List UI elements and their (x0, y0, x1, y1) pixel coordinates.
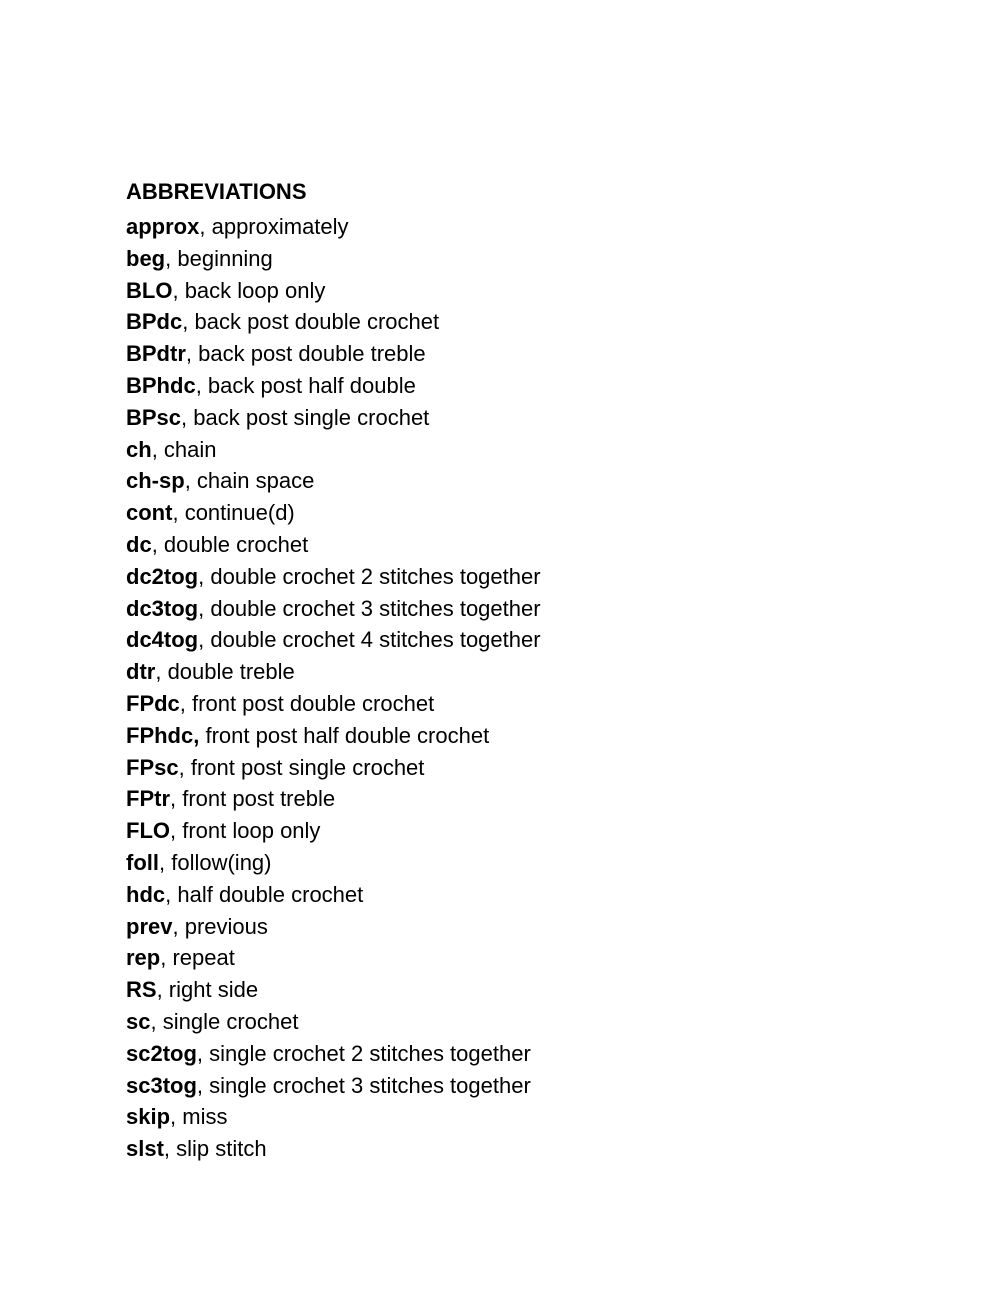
abbreviation-meaning: back loop only (184, 277, 326, 303)
abbreviation-meaning: repeat (172, 945, 235, 971)
separator: , (159, 849, 172, 875)
abbreviation-entry (126, 656, 926, 688)
separator: , (172, 500, 185, 526)
abbreviation-term: sc3tog (126, 1072, 197, 1098)
abbreviation-term: RS (126, 977, 157, 1003)
abbreviation-meaning: single crochet 2 stitches together (209, 1040, 531, 1066)
abbreviation-entry (126, 338, 926, 370)
separator: , (170, 786, 183, 812)
abbreviation-meaning: front post double crochet (192, 690, 435, 716)
abbreviation-entry (126, 847, 926, 879)
abbreviation-entry (126, 561, 926, 593)
separator: , (198, 595, 211, 621)
abbreviation-entry (126, 911, 926, 943)
abbreviation-entry (126, 370, 926, 402)
abbreviation-term: ch-sp (126, 468, 185, 494)
separator: , (196, 1072, 210, 1098)
separator: , (165, 881, 178, 907)
separator: , (184, 468, 197, 494)
separator: , (151, 531, 164, 557)
abbreviation-entry (126, 752, 926, 784)
abbreviation-entry (126, 1133, 926, 1165)
separator: , (179, 690, 193, 716)
separator: , (198, 627, 211, 653)
abbreviation-meaning: right side (168, 977, 259, 1003)
abbreviation-term: BPsc (126, 404, 182, 430)
abbreviation-meaning: back post double crochet (194, 309, 440, 335)
abbreviation-term: FPhdc, (126, 722, 200, 748)
abbreviation-meaning: single crochet 3 stitches together (209, 1072, 531, 1098)
abbreviation-entry (126, 974, 926, 1006)
abbreviation-term: sc (126, 1008, 151, 1034)
abbreviation-meaning: double treble (167, 659, 295, 685)
abbreviation-term: FLO (126, 818, 170, 844)
abbreviation-term: FPsc (126, 754, 179, 780)
separator: , (156, 977, 169, 1003)
abbreviation-term: approx (126, 214, 200, 239)
separator: , (195, 372, 208, 398)
abbreviation-entry (126, 593, 926, 625)
separator: , (182, 309, 195, 335)
abbreviation-entry (126, 497, 926, 529)
abbreviation-term: sc2tog (126, 1040, 197, 1066)
abbreviation-term: beg (126, 245, 166, 271)
abbreviation-meaning: slip stitch (176, 1136, 267, 1162)
abbreviation-entry (126, 942, 926, 974)
abbreviation-entry (126, 211, 926, 243)
abbreviation-meaning: back post half double (207, 372, 416, 398)
abbreviation-meaning: back post double treble (198, 341, 426, 367)
abbreviation-meaning: follow(ing) (171, 849, 272, 875)
abbreviation-entry (126, 688, 926, 720)
abbreviation-term: skip (126, 1104, 171, 1130)
abbreviation-entry (126, 879, 926, 911)
abbreviation-term: rep (126, 945, 161, 971)
abbreviation-entry (126, 275, 926, 307)
abbreviation-meaning: miss (182, 1104, 228, 1130)
separator: , (196, 1040, 210, 1066)
abbreviation-entry (126, 1101, 926, 1133)
abbreviation-entry (126, 1038, 926, 1070)
separator: , (170, 1104, 183, 1130)
abbreviation-entry (126, 720, 926, 752)
abbreviations-section (126, 176, 926, 1165)
separator: , (178, 754, 191, 780)
abbreviation-entry (126, 1006, 926, 1038)
abbreviation-meaning: front loop only (182, 818, 321, 844)
abbreviation-meaning: half double crochet (177, 881, 364, 907)
abbreviation-meaning: chain space (196, 468, 315, 494)
abbreviation-term: ch (126, 436, 152, 462)
abbreviation-meaning: double crochet (163, 531, 309, 557)
separator: , (163, 1136, 177, 1162)
abbreviation-entry (126, 815, 926, 847)
abbreviation-term: hdc (126, 881, 166, 907)
abbreviation-meaning: beginning (177, 245, 273, 271)
abbreviation-term: dc3tog (126, 595, 199, 621)
abbreviation-term: cont (126, 500, 173, 526)
abbreviation-term: BPdc (126, 309, 183, 335)
abbreviation-term: BPhdc (126, 372, 196, 398)
abbreviation-entry (126, 624, 926, 656)
separator: , (181, 404, 194, 430)
separator: , (172, 913, 185, 939)
abbreviation-entry (126, 783, 926, 815)
abbreviation-term: slst (126, 1136, 164, 1162)
separator: , (160, 945, 173, 971)
abbreviation-meaning: continue(d) (184, 500, 295, 526)
abbreviation-term: dtr (126, 659, 156, 685)
abbreviation-meaning: back post single crochet (193, 404, 430, 430)
abbreviation-meaning: single crochet (162, 1008, 299, 1034)
abbreviation-meaning: double crochet 3 stitches together (210, 595, 541, 621)
abbreviation-entry (126, 529, 926, 561)
abbreviation-entry (126, 1070, 926, 1102)
separator: , (170, 818, 183, 844)
abbreviation-entry (126, 306, 926, 338)
abbreviation-term: FPtr (126, 786, 170, 812)
abbreviation-entry (126, 243, 926, 275)
abbreviation-meaning: front post treble (182, 786, 336, 812)
separator: , (185, 341, 199, 367)
separator: , (198, 563, 211, 589)
abbreviation-term: dc4tog (126, 627, 199, 653)
separator: , (155, 659, 168, 685)
abbreviation-meaning: previous (184, 913, 268, 939)
abbreviation-meaning: approximately (211, 214, 349, 239)
separator: , (165, 245, 178, 271)
abbreviation-term: dc2tog (126, 563, 199, 589)
abbreviation-entry (126, 434, 926, 466)
abbreviation-meaning: front post single crochet (190, 754, 425, 780)
abbreviation-entry (126, 402, 926, 434)
abbreviation-meaning: front post half double crochet (205, 722, 490, 748)
separator: , (151, 436, 164, 462)
abbreviation-meaning: double crochet 2 stitches together (210, 563, 541, 589)
abbreviation-term: FPdc (126, 690, 180, 716)
separator: , (150, 1008, 163, 1034)
separator: , (199, 214, 212, 239)
abbreviation-list (126, 211, 926, 1165)
abbreviation-meaning: double crochet 4 stitches together (210, 627, 541, 653)
abbreviation-meaning: chain (163, 436, 217, 462)
abbreviation-term: prev (126, 913, 173, 939)
abbreviation-term: foll (126, 849, 159, 875)
abbreviation-term: BPdtr (126, 341, 186, 367)
separator: , (172, 277, 185, 303)
abbreviation-term: BLO (126, 277, 173, 303)
abbreviation-term: dc (126, 531, 152, 557)
abbreviation-entry (126, 465, 926, 497)
section-heading: ABBREVIATIONS (126, 179, 307, 204)
